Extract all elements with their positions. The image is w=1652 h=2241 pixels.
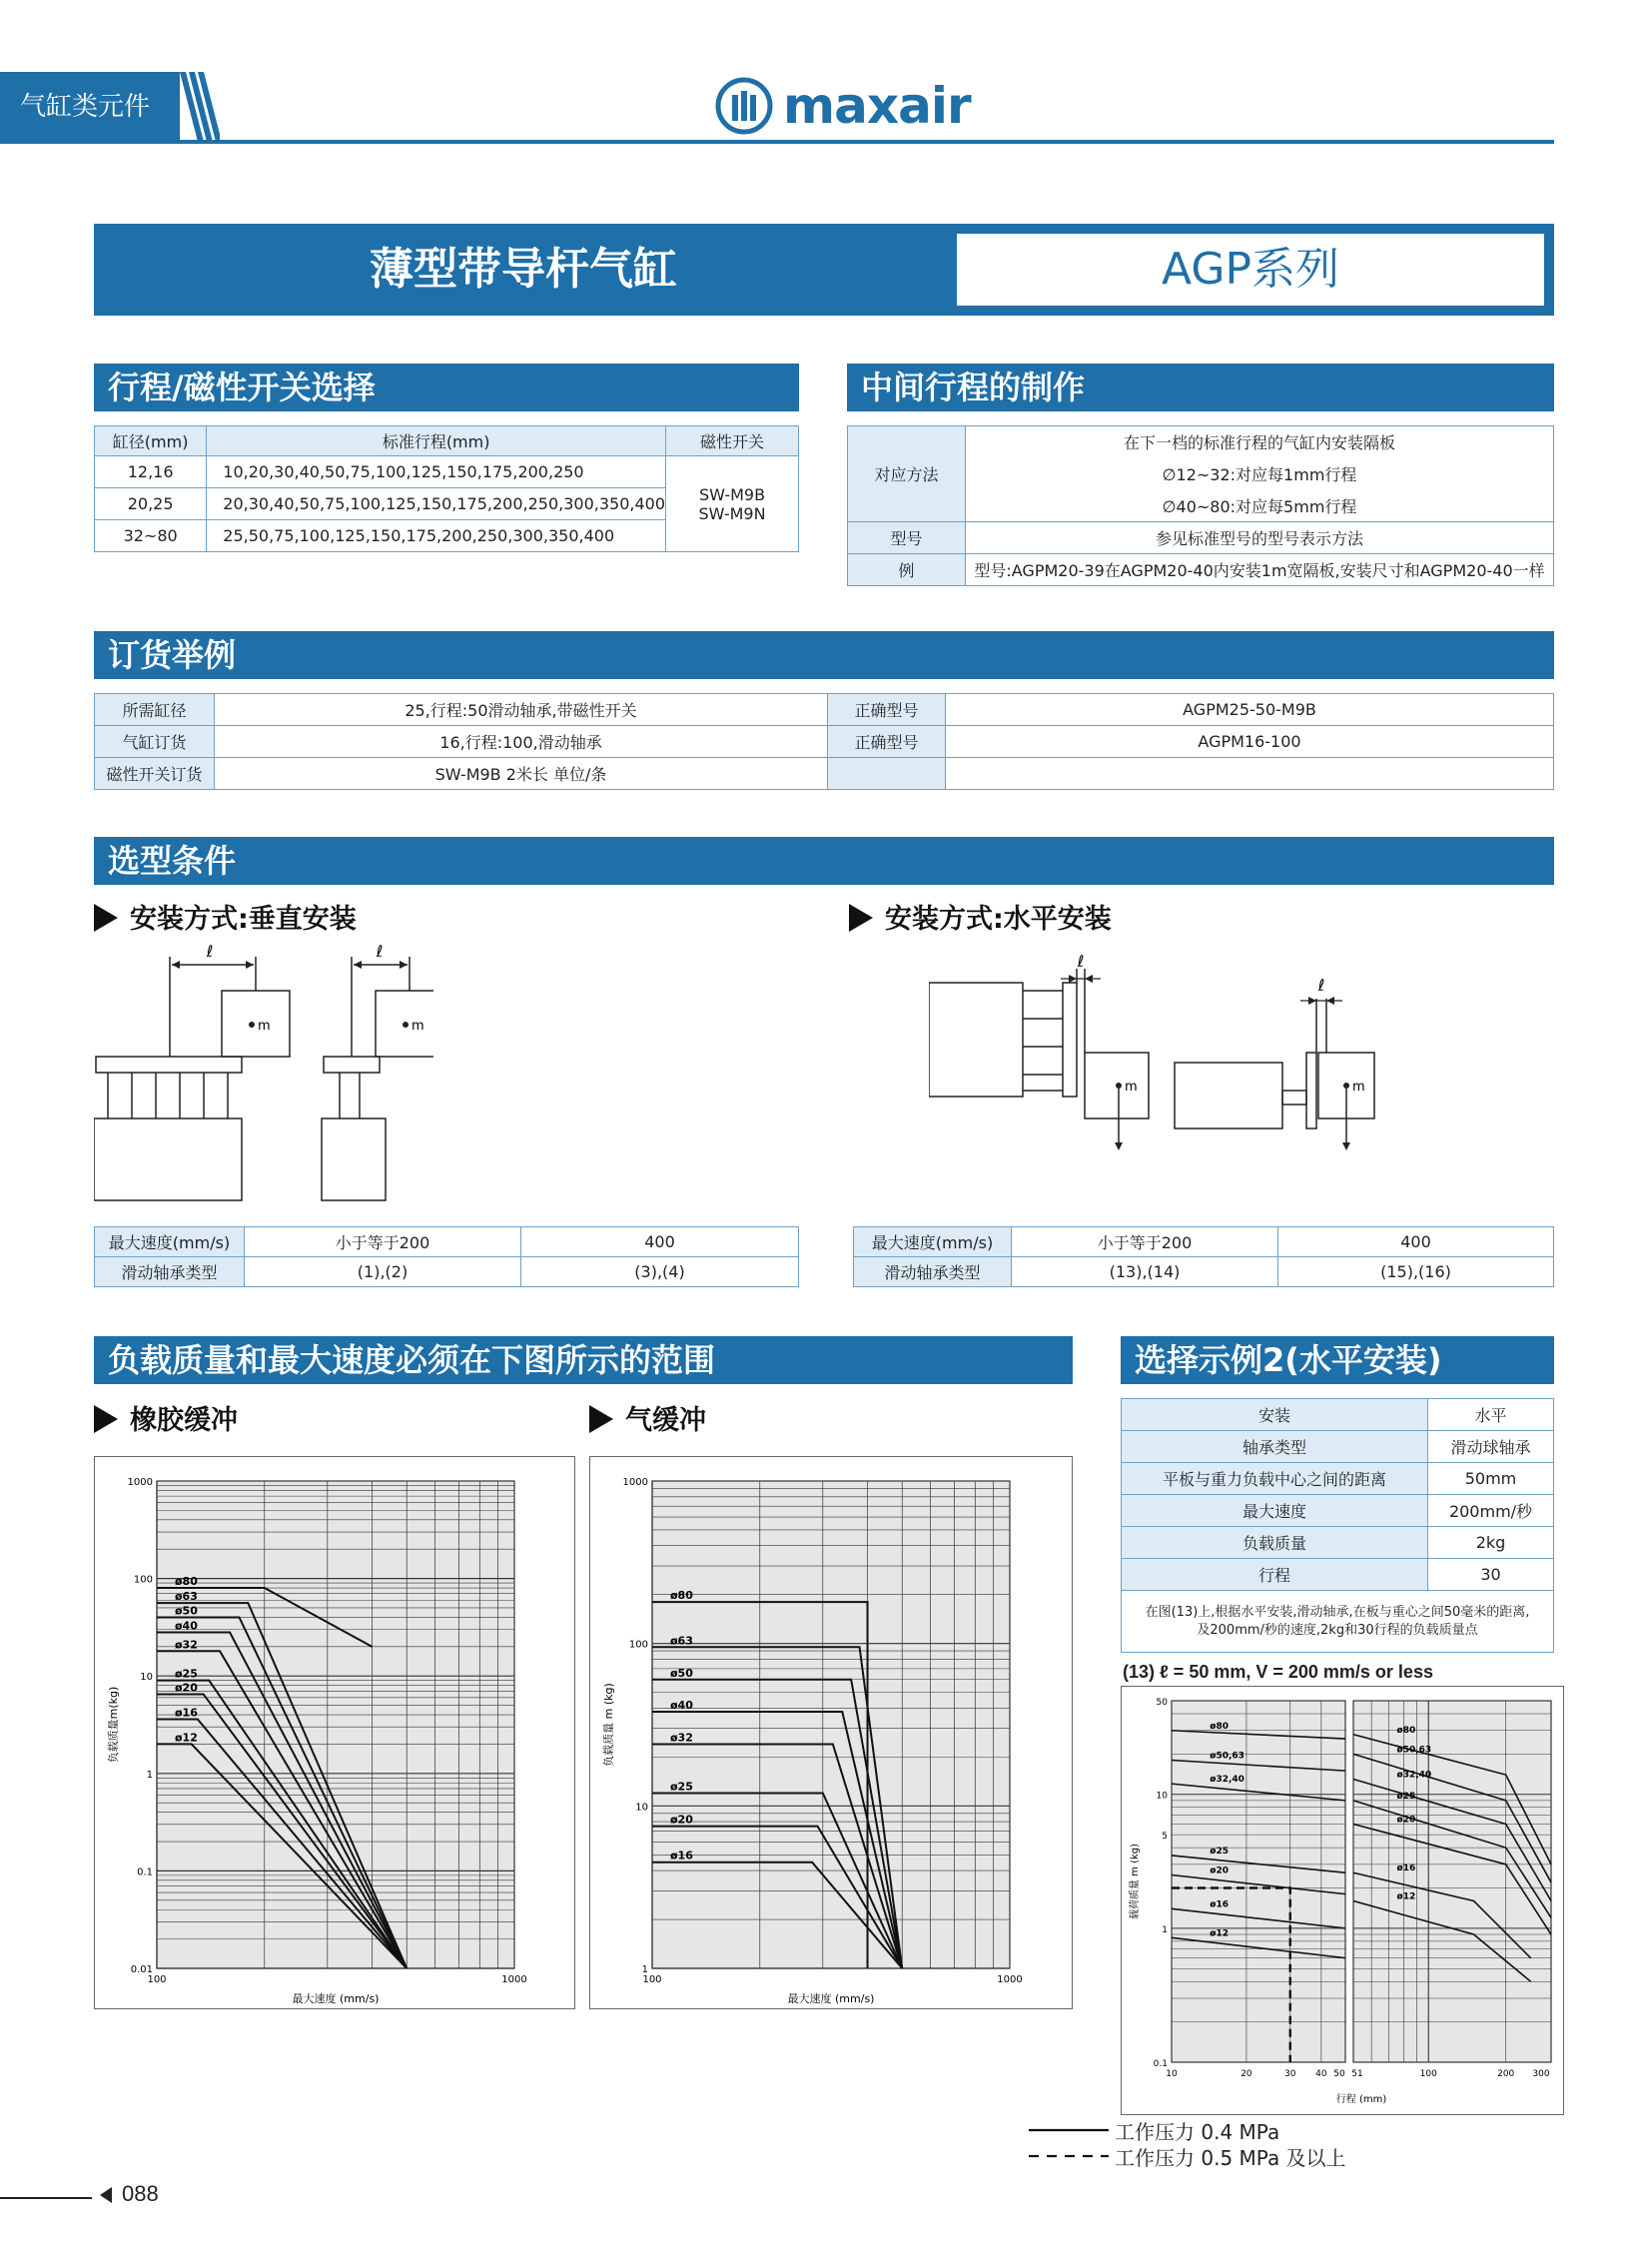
- x-axis-label: 最大速度 (mm/s): [292, 1992, 380, 2005]
- dimension-label: ℓ: [1077, 952, 1085, 971]
- x-tick-label: 40: [1315, 2069, 1327, 2079]
- y-axis-label: 载荷质量 m (kg): [1130, 1843, 1141, 1920]
- triangle-bullet-icon: [589, 1405, 613, 1433]
- method-line: 在下一档的标准行程的气缸内安装隔板: [966, 426, 1554, 458]
- series-label: ø32: [175, 1638, 198, 1652]
- dimension-label: ℓ: [206, 942, 214, 961]
- series-label: ø80: [670, 1589, 693, 1603]
- stroke-cell: 20,30,40,50,75,100,125,150,175,200,250,300,350,400: [207, 488, 666, 520]
- table-cell: 200mm/秒: [1428, 1495, 1554, 1527]
- table-cell: 400: [521, 1227, 799, 1257]
- y-tick-label: 100: [628, 1639, 648, 1651]
- note-line: 及200mm/秒的速度,2kg和30行程的负载质量点: [1197, 1622, 1478, 1638]
- solid-line-swatch: [1029, 2125, 1115, 2135]
- page-title: 薄型带导杆气缸: [370, 244, 677, 295]
- series-label: ø50: [670, 1666, 693, 1680]
- row-header: 平板与重力负载中心之间的距离: [1122, 1463, 1428, 1495]
- table-cell: (3),(4): [521, 1257, 799, 1287]
- table-cell: 400: [1278, 1227, 1554, 1257]
- y-tick-label: 1000: [127, 1477, 153, 1488]
- plot-area: [1353, 1701, 1551, 2062]
- example2-table: [1121, 1398, 1554, 1653]
- table-row: [95, 1227, 799, 1257]
- logo-mark-icon: [715, 77, 773, 135]
- mass-label: m: [412, 1019, 424, 1034]
- x-tick-label: 10: [1166, 2069, 1178, 2079]
- air-cushion-heading: [589, 1398, 706, 1437]
- table-row: [1122, 1399, 1554, 1431]
- y-axis-label: 负载质量 m (kg): [602, 1683, 615, 1767]
- vertical-mount-title: 安装方式:垂直安装: [130, 904, 357, 935]
- legend-item-solid: [1115, 2117, 1346, 2143]
- row-header: 正确型号: [828, 694, 946, 726]
- bore-cell: 20,25: [95, 488, 207, 520]
- series-label: ø16: [175, 1706, 198, 1720]
- method-line: ∅12~32:对应每1mm行程: [966, 458, 1554, 490]
- order-description: 16,行程:100,滑动轴承: [215, 726, 828, 758]
- model-number: [946, 758, 1554, 790]
- brand-name: maxair: [783, 77, 971, 135]
- table-row: [1122, 1527, 1554, 1559]
- row-header: 最大速度(mm/s): [95, 1227, 245, 1257]
- column-header: 缸径(mm): [95, 426, 207, 456]
- table-header-row: [95, 426, 799, 456]
- vertical-speed-table: [94, 1226, 799, 1287]
- table-row: [848, 426, 1554, 458]
- method-line: ∅40~80:对应每5mm行程: [966, 490, 1554, 522]
- series-label: ø50,63: [1396, 1745, 1432, 1756]
- y-tick-label: 1: [641, 1964, 648, 1975]
- column-header: 标准行程(mm): [207, 426, 666, 456]
- triangle-bullet-icon: [94, 904, 118, 932]
- row-header: 最大速度(mm/s): [854, 1227, 1012, 1257]
- series-label: ø32,40: [1210, 1775, 1244, 1786]
- y-tick-label: 50: [1156, 1698, 1168, 1708]
- table-row: [1122, 1559, 1554, 1591]
- y-tick-label: 10: [1156, 1791, 1168, 1802]
- series-label: ø16: [1396, 1864, 1416, 1874]
- series-label: ø20: [1210, 1866, 1229, 1876]
- x-tick-label: 20: [1240, 2069, 1252, 2079]
- category-tab: 气缸类元件: [0, 72, 180, 142]
- table-cell: 小于等于200: [245, 1227, 521, 1257]
- series-label: ø50: [175, 1604, 198, 1618]
- table-cell: 滑动球轴承: [1428, 1431, 1554, 1463]
- row-header: 所需缸径: [95, 694, 215, 726]
- series-label: ø40: [175, 1619, 198, 1633]
- rubber-cushion-title: 橡胶缓冲: [130, 1405, 238, 1436]
- x-axis-label: 行程 (mm): [1335, 2094, 1387, 2105]
- x-tick-label: 1000: [997, 1974, 1023, 1985]
- section-heading-intermediate-stroke: 中间行程的制作: [847, 364, 1554, 411]
- legend-label: 工作压力 0.5 MPa 及以上: [1115, 2145, 1346, 2170]
- table-row: [1122, 1591, 1554, 1653]
- stroke-switch-table: [94, 425, 799, 552]
- table-cell: 小于等于200: [1012, 1227, 1278, 1257]
- row-header: 最大速度: [1122, 1495, 1428, 1527]
- row-header: [828, 758, 946, 790]
- dimension-label: ℓ: [1317, 976, 1325, 995]
- x-tick-label: 200: [1497, 2069, 1515, 2079]
- legend-item-dashed: [1115, 2143, 1346, 2169]
- table-row: [854, 1227, 1554, 1257]
- footer-rule: [0, 2197, 92, 2199]
- example-chart-frame: [1121, 1686, 1564, 2115]
- table-row: [854, 1257, 1554, 1287]
- series-label: ø32,40: [1396, 1770, 1432, 1781]
- section-heading-order-example: 订货举例: [94, 631, 1554, 679]
- brand-logo: [715, 74, 971, 138]
- table-row: [1122, 1463, 1554, 1495]
- x-tick-label: 300: [1532, 2069, 1550, 2079]
- x-tick-label: 1000: [501, 1974, 527, 1985]
- example-chart-title: (13) ℓ = 50 mm, V = 200 mm/s or less: [1123, 1662, 1433, 1682]
- row-header: 例: [848, 554, 966, 586]
- triangle-bullet-icon: [94, 1405, 118, 1433]
- table-row: [848, 522, 1554, 554]
- series-label: ø40: [670, 1699, 693, 1713]
- row-header: 轴承类型: [1122, 1431, 1428, 1463]
- series-label: ø63: [670, 1634, 693, 1648]
- pressure-legend: [1115, 2117, 1346, 2169]
- mass-label: m: [1352, 1080, 1365, 1095]
- series-label: ø80: [1396, 1725, 1416, 1736]
- example-value: 型号:AGPM20-39在AGPM20-40内安装1m宽隔板,安装尺寸和AGPM20-40一样: [966, 554, 1554, 586]
- table-row: [95, 694, 1554, 726]
- x-tick-label: 51: [1351, 2069, 1363, 2079]
- series-label: ø32: [670, 1731, 693, 1745]
- table-row: [1122, 1431, 1554, 1463]
- series-name: AGP系列: [955, 232, 1546, 308]
- order-description: SW-M9B 2米长 单位/条: [215, 758, 828, 790]
- table-cell: (13),(14): [1012, 1257, 1278, 1287]
- series-label: ø20: [175, 1681, 198, 1695]
- x-tick-label: 100: [642, 1974, 662, 1985]
- dimension-label: ℓ: [376, 942, 384, 961]
- stroke-cell: 10,20,30,40,50,75,100,125,150,175,200,250: [207, 456, 666, 488]
- y-axis-label: 负载质量m(kg): [107, 1686, 120, 1764]
- horizontal-mount-heading: [849, 897, 1112, 936]
- note-line: 在图(13)上,根据水平安装,滑动轴承,在板与重心之间50毫米的距离,: [1145, 1604, 1530, 1620]
- series-label: ø12: [175, 1731, 198, 1745]
- table-row: [95, 758, 1554, 790]
- row-header: 安装: [1122, 1399, 1428, 1431]
- plot-area: [1172, 1701, 1345, 2062]
- series-label: ø25: [175, 1667, 198, 1681]
- switch-value: SW-M9N: [698, 503, 766, 523]
- table-cell: 50mm: [1428, 1463, 1554, 1495]
- stroke-cell: 25,50,75,100,125,150,175,200,250,300,350,400: [207, 520, 666, 552]
- series-label: ø25: [1210, 1846, 1229, 1857]
- table-row: [848, 554, 1554, 586]
- air-chart-frame: [589, 1456, 1073, 2009]
- y-tick-label: 0.1: [1153, 2059, 1168, 2069]
- table-cell: 30: [1428, 1559, 1554, 1591]
- x-tick-label: 30: [1284, 2069, 1296, 2079]
- tab-stripes-decoration: [180, 72, 220, 142]
- table-cell: (15),(16): [1278, 1257, 1554, 1287]
- y-tick-label: 1000: [622, 1477, 648, 1488]
- rubber-chart-frame: [94, 1456, 575, 2009]
- mass-label: m: [258, 1019, 271, 1034]
- example-note: [1122, 1591, 1554, 1653]
- section-heading-load-range: 负载质量和最大速度必须在下图所示的范围: [94, 1336, 1073, 1384]
- row-header: 行程: [1122, 1559, 1428, 1591]
- legend-label: 工作压力 0.4 MPa: [1115, 2119, 1280, 2144]
- example13-chart: [1122, 1687, 1563, 2114]
- row-header: 负载质量: [1122, 1527, 1428, 1559]
- plot-area: [652, 1481, 1010, 1968]
- model-number: AGPM16-100: [946, 726, 1554, 758]
- row-header: 对应方法: [848, 426, 966, 522]
- series-label: ø25: [1396, 1791, 1416, 1802]
- series-label: ø20: [670, 1813, 693, 1827]
- table-row: [95, 1257, 799, 1287]
- series-label: ø12: [1396, 1891, 1416, 1902]
- y-tick-label: 10: [635, 1802, 648, 1814]
- page-number: 088: [122, 2181, 159, 2206]
- footer-arrow-icon: [100, 2187, 112, 2203]
- x-tick-label: 100: [147, 1974, 167, 1985]
- series-label: ø20: [1396, 1815, 1416, 1826]
- row-header: 磁性开关订货: [95, 758, 215, 790]
- switch-cell: [666, 456, 799, 552]
- vertical-mount-diagram: [94, 939, 433, 1208]
- rubber-cushion-heading: [94, 1398, 238, 1437]
- section-heading-stroke-switch: 行程/磁性开关选择: [94, 364, 799, 411]
- row-header: 滑动轴承类型: [95, 1257, 245, 1287]
- intermediate-stroke-table: [847, 425, 1554, 586]
- rubber-cushion-chart: [95, 1457, 574, 2008]
- x-axis-label: 最大速度 (mm/s): [787, 1992, 875, 2005]
- row-header: 正确型号: [828, 726, 946, 758]
- model-number: AGPM25-50-M9B: [946, 694, 1554, 726]
- series-label: ø16: [670, 1849, 693, 1863]
- x-tick-label: 50: [1333, 2069, 1345, 2079]
- bore-cell: 32~80: [95, 520, 207, 552]
- horizontal-mount-diagram: [929, 939, 1408, 1168]
- row-header: 型号: [848, 522, 966, 554]
- series-label: ø63: [175, 1590, 198, 1604]
- air-cushion-chart: [590, 1457, 1072, 2008]
- table-cell: 2kg: [1428, 1527, 1554, 1559]
- table-row: [95, 456, 799, 488]
- order-description: 25,行程:50滑动轴承,带磁性开关: [215, 694, 828, 726]
- model-value: 参见标准型号的型号表示方法: [966, 522, 1554, 554]
- table-row: [95, 726, 1554, 758]
- y-tick-label: 1: [146, 1769, 153, 1781]
- series-label: ø80: [1210, 1721, 1229, 1732]
- row-header: 气缸订货: [95, 726, 215, 758]
- x-tick-label: 100: [1419, 2069, 1437, 2079]
- horizontal-speed-table: [853, 1226, 1554, 1287]
- y-tick-label: 100: [133, 1574, 153, 1586]
- section-heading-example2: 选择示例2(水平安装): [1121, 1336, 1554, 1384]
- y-tick-label: 0.1: [137, 1867, 153, 1878]
- table-cell: (1),(2): [245, 1257, 521, 1287]
- series-label: ø12: [1210, 1928, 1229, 1939]
- order-example-table: [94, 693, 1554, 790]
- column-header: 磁性开关: [666, 426, 799, 456]
- header-rule: [0, 140, 1554, 144]
- y-tick-label: 0.01: [130, 1964, 153, 1975]
- table-cell: 水平: [1428, 1399, 1554, 1431]
- bore-cell: 12,16: [95, 456, 207, 488]
- table-row: [1122, 1495, 1554, 1527]
- y-tick-label: 10: [140, 1672, 153, 1684]
- row-header: 滑动轴承类型: [854, 1257, 1012, 1287]
- switch-value: SW-M9B: [698, 484, 766, 504]
- section-heading-selection: 选型条件: [94, 837, 1554, 885]
- series-label: ø50,63: [1210, 1751, 1244, 1762]
- horizontal-mount-title: 安装方式:水平安装: [885, 904, 1112, 935]
- series-label: ø80: [175, 1575, 198, 1589]
- y-tick-label: 1: [1162, 1924, 1168, 1935]
- dashed-line-swatch: [1029, 2151, 1115, 2161]
- series-label: ø25: [670, 1780, 693, 1794]
- air-cushion-title: 气缓冲: [625, 1405, 706, 1436]
- triangle-bullet-icon: [849, 904, 873, 932]
- mass-label: m: [1125, 1080, 1138, 1095]
- vertical-mount-heading: [94, 897, 357, 936]
- series-label: ø16: [1210, 1899, 1229, 1910]
- y-tick-label: 5: [1162, 1832, 1168, 1843]
